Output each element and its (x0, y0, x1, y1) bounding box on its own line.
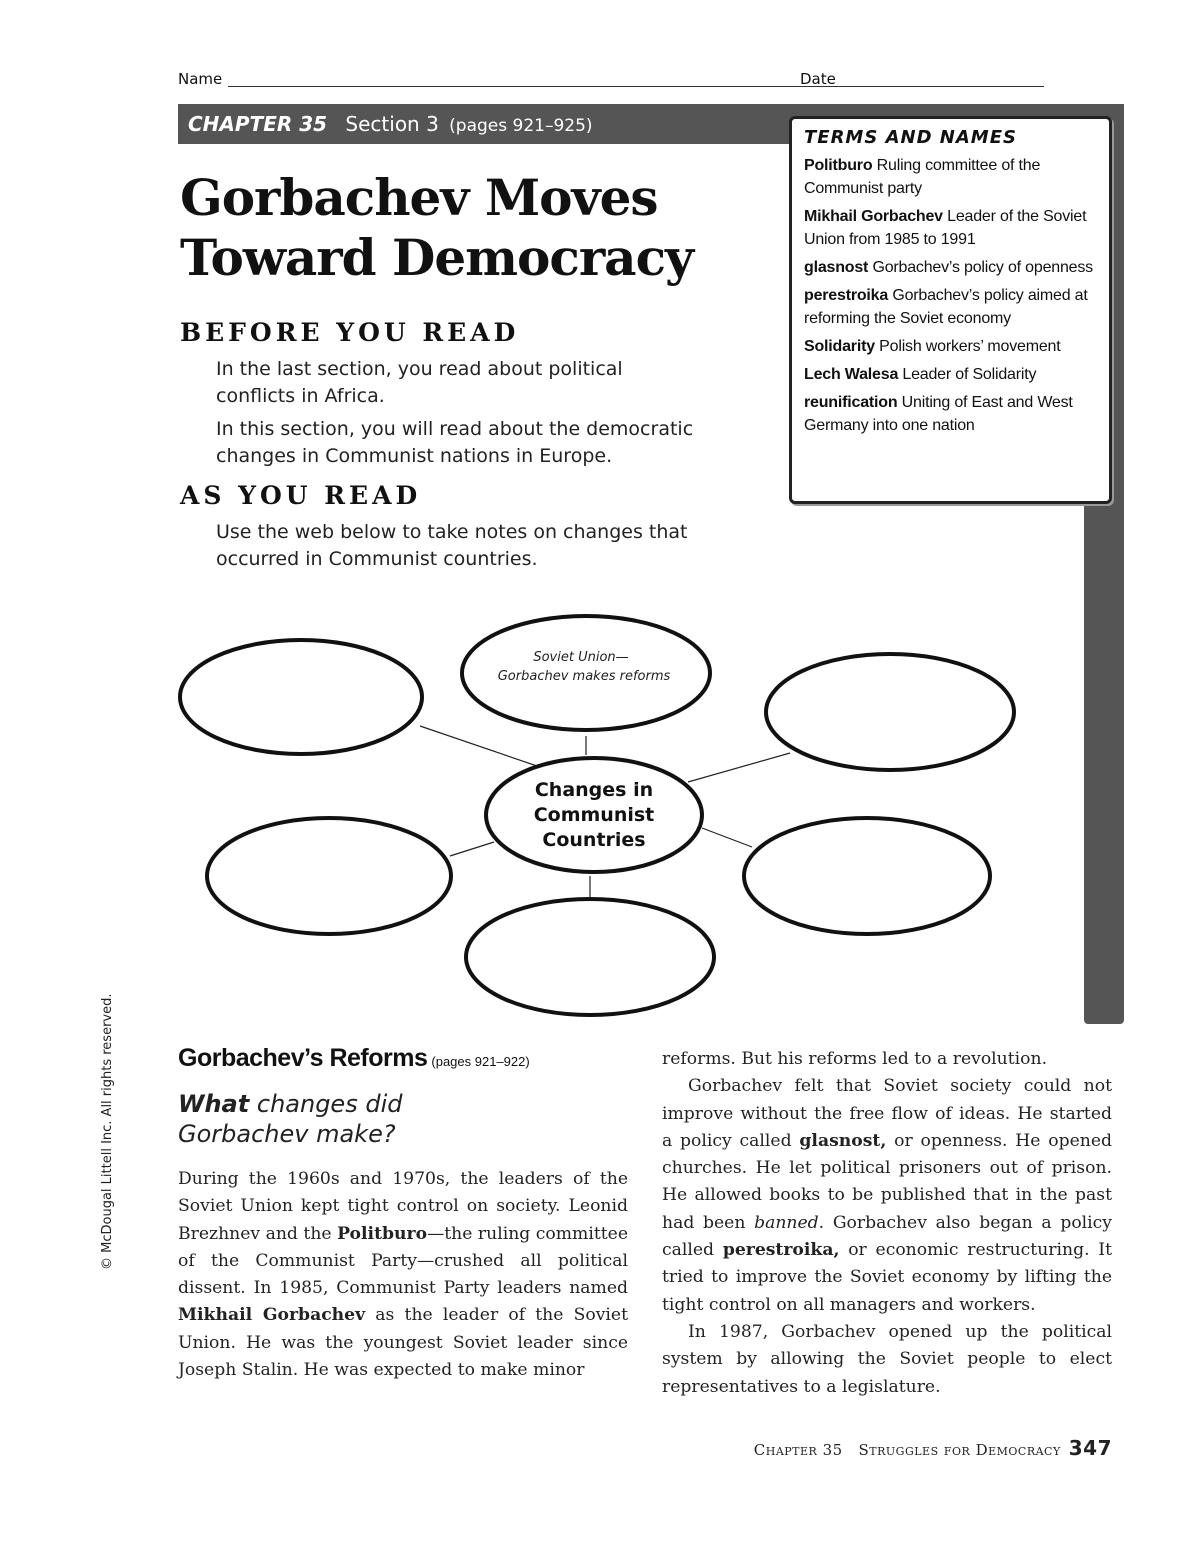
copyright-notice: © McDougal Littell Inc. All rights reserved. (100, 993, 115, 1270)
term: Politburo (804, 157, 873, 174)
section-label: Section 3 (345, 112, 439, 136)
term: Lech Walesa (804, 366, 899, 383)
before-you-read-text-1: In the last section, you read about political conflicts in Africa. (216, 358, 623, 407)
name-label: Name (178, 70, 223, 88)
before-you-read-heading: BEFORE YOU READ (180, 318, 520, 347)
term-definition: Gorbachev’s policy aimed at reforming the Soviet economy (804, 287, 1088, 327)
before-you-read-text-2: In this section, you will read about the democratic changes in Communist nations in Europe. (216, 418, 694, 467)
term-definition: Leader of the Soviet Union from 1985 to 1991 (804, 208, 1087, 248)
term-definition: Leader of Solidarity (902, 366, 1037, 383)
section-pages: (pages 921–925) (449, 116, 593, 136)
web-top-label-2: Gorbachev makes reforms (497, 669, 671, 684)
as-you-read-heading: AS YOU READ (180, 481, 422, 510)
term: Mikhail Gorbachev (804, 208, 943, 225)
term-definition: Gorbachev’s policy of openness (872, 259, 1093, 276)
web-connector (420, 726, 537, 766)
web-connector (688, 753, 790, 782)
page-title-line1: Gorbachev Moves (180, 168, 658, 227)
web-connector (702, 828, 752, 847)
body-left-column (178, 1166, 628, 1384)
chapter-label: CHAPTER 35 (188, 112, 328, 136)
body-right-column (662, 1046, 1112, 1401)
body-text: or economic restructuring. It tried to improve the Soviet economy by lifting the tight control on all managers and workers. (662, 1240, 1112, 1315)
web-oval-lower-right[interactable] (744, 818, 990, 934)
reforms-heading (178, 1044, 530, 1073)
reforms-pages: (pages 921–922) (431, 1054, 530, 1069)
body-text: —the ruling committee of the Communist Party—crushed all political dissent. In 1985, Communist Party leaders named (178, 1223, 628, 1299)
date-label: Date (800, 70, 836, 88)
page-title-line2: Toward Democracy (180, 228, 694, 287)
question-rest: changes did Gorbachev make? (178, 1090, 403, 1148)
body-text: . Gorbachev also began a policy called (662, 1212, 1112, 1261)
web-connector (450, 842, 494, 856)
body-paragraph (662, 1073, 1112, 1319)
term: glasnost (804, 259, 869, 276)
body-text: During the 1960s and 1970s, the leaders of the Soviet Union kept tight control on society. Leonid Brezhnev and the (178, 1169, 628, 1244)
body-emphasis: banned (754, 1212, 819, 1233)
body-paragraph: In 1987, Gorbachev opened up the political system by allowing the Soviet people to elect representatives to a legislature. (662, 1321, 1112, 1397)
web-center-label-3: Countries (542, 829, 646, 851)
body-term: Mikhail Gorbachev (178, 1305, 366, 1326)
term-definition: Uniting of East and West Germany into one nation (804, 394, 1073, 434)
reforms-heading-text: Gorbachev’s Reforms (178, 1044, 428, 1072)
page-footer (698, 1436, 1112, 1460)
web-top-label-1: Soviet Union— (533, 650, 629, 665)
body-paragraph: reforms. But his reforms led to a revolution. (662, 1049, 1048, 1069)
body-term: perestroika, (722, 1240, 840, 1261)
body-paragraph (178, 1166, 628, 1384)
web-oval-bottom[interactable] (466, 899, 714, 1015)
body-text: or openness. He opened churches. He let political prisoners out of prison. He allowed books to be published that in the past had been (662, 1130, 1112, 1233)
footer-title: Struggles for Democracy (858, 1441, 1061, 1459)
term: reunification (804, 394, 898, 411)
body-text: Gorbachev felt that Soviet society could not improve without the free flow of ideas. He started a policy called (662, 1076, 1112, 1151)
term-definition: Ruling committee of the Communist party (804, 157, 1041, 197)
terms-title: TERMS AND NAMES (804, 127, 1017, 148)
as-you-read-text: Use the web below to take notes on changes that occurred in Communist countries. (216, 521, 688, 570)
web-center-label-1: Changes in (534, 779, 654, 801)
guiding-question (178, 1089, 478, 1149)
body-text: as the leader of the Soviet Union. He was the youngest Soviet leader since Joseph Stalin. He was expected to make minor (178, 1305, 629, 1381)
body-term: glasnost, (799, 1130, 887, 1151)
body-term: Politburo (337, 1223, 428, 1244)
term: perestroika (804, 287, 889, 304)
term-definition: Polish workers’ movement (879, 338, 1061, 355)
web-oval-upper-left[interactable] (180, 640, 422, 754)
page-number: 347 (1068, 1436, 1112, 1460)
term: Solidarity (804, 338, 875, 355)
web-oval-upper-right[interactable] (766, 654, 1014, 770)
web-center-label-2: Communist (533, 804, 655, 826)
question-bold: What (178, 1090, 250, 1118)
web-oval-lower-left[interactable] (207, 818, 451, 934)
footer-chapter: Chapter 35 (753, 1441, 843, 1459)
